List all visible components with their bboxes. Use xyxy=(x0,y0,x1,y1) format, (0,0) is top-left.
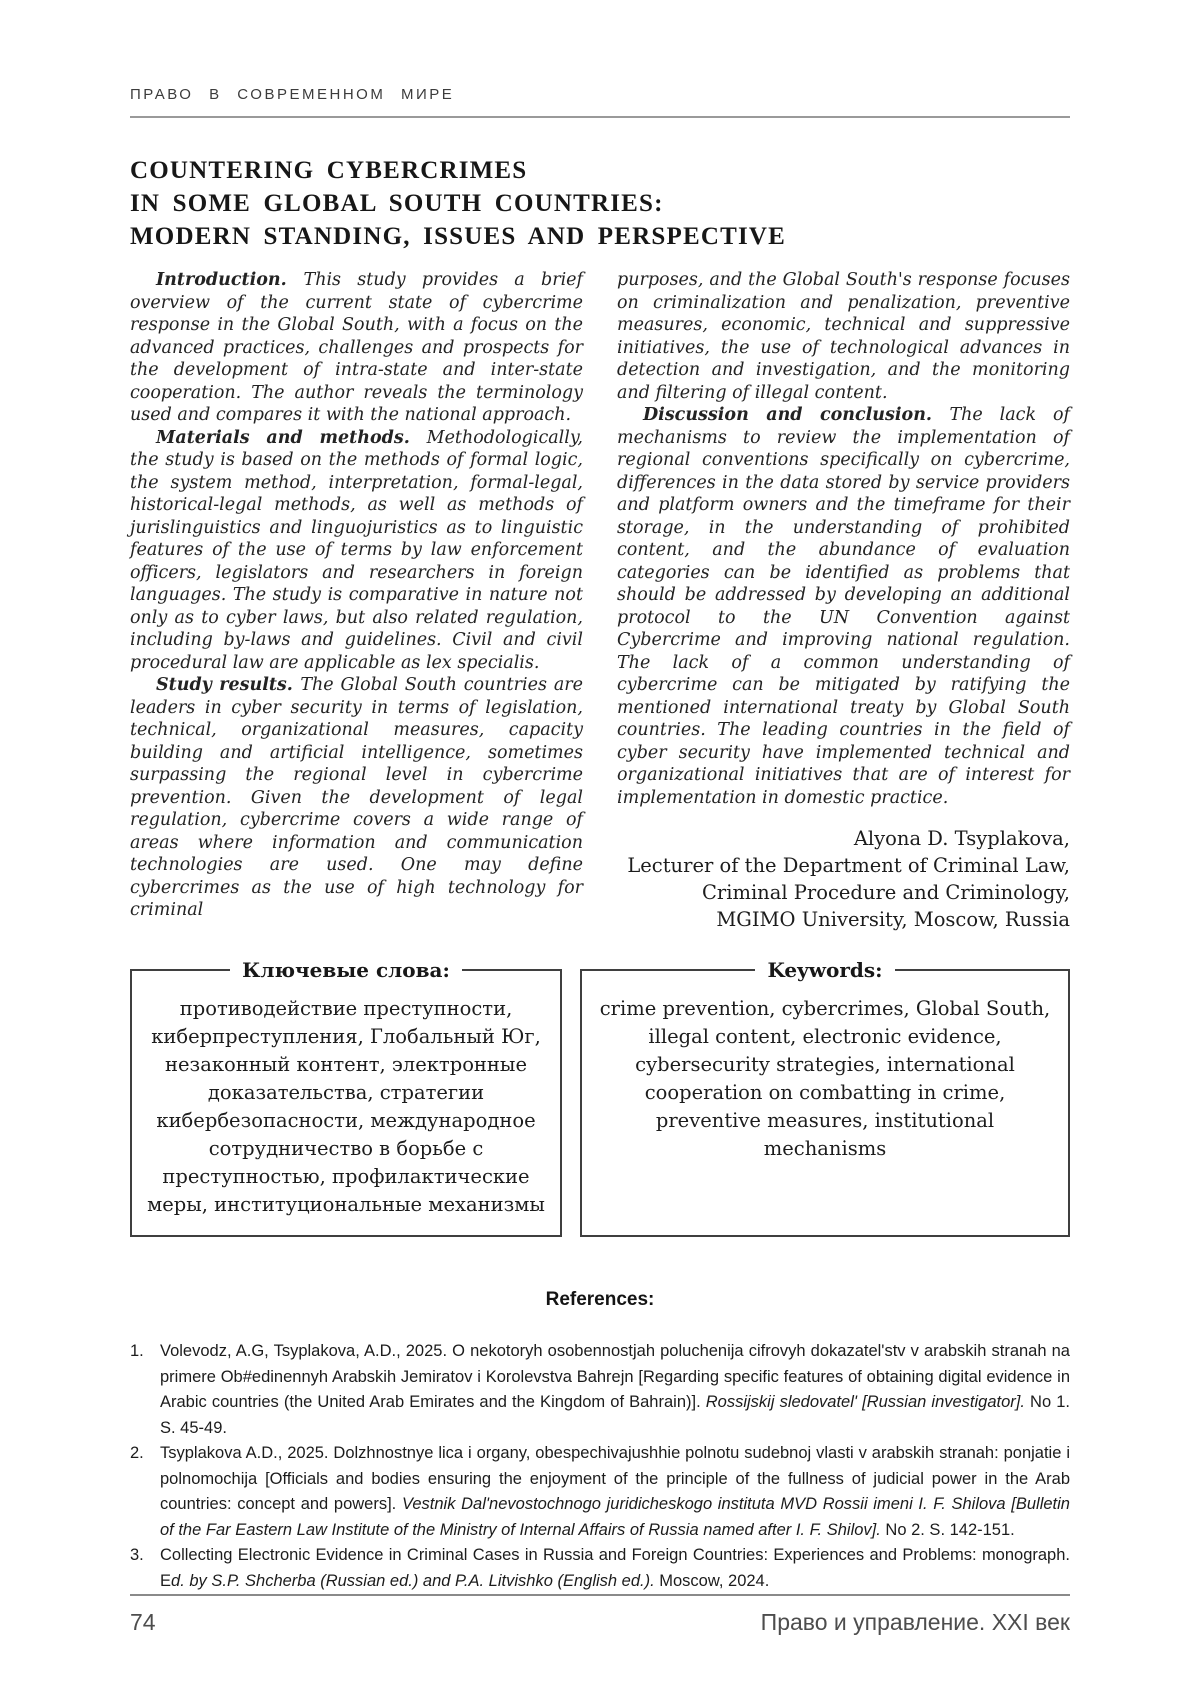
keywords-title-en: Keywords: xyxy=(755,956,894,984)
paragraph-study-results-continued xyxy=(617,269,1070,404)
keywords-row xyxy=(130,958,1070,1237)
page-footer xyxy=(130,1594,1070,1636)
keywords-legend-ru xyxy=(132,956,560,985)
paragraph-text: The lack of mechanisms to review the implementation of regional conventions specifically on cybercrime, differences in the data stored by service providers and platform owners and the timeframe for their storage, in the understanding of prohibited content, and the abundance of evaluation categories can be identified as problems that should be addressed by developing an additional protocol to the UN Convention against Cybercrime and improving national regulation. The lack of a common understanding of cybercrime can be mitigated by ratifying the mentioned international treaty by Global South countries. The leading countries in the field of cyber security have implemented technical and organizational initiatives that are of interest for implementation in domestic practice. xyxy=(617,405,1070,808)
abstract-right-column xyxy=(617,269,1070,933)
reference-text-italic: Vestnik Dal'nevostochnogo juridicheskogo instituta MVD Rossii imeni I. F. Shilova [Bulletin of the Far Eastern Law Institute of the Ministry of Internal Affairs of Russia named after I. F. Shilov]. xyxy=(160,1495,1070,1539)
paragraph-text: purposes, and the Global South's response focuses on criminalization and penalization, preventive measures, economic, technical and suppressive initiatives, the use of technological advances in detection and investigation, and the monitoring and filtering of illegal content. xyxy=(617,270,1070,403)
author-affiliation: MGIMO University, Moscow, Russia xyxy=(716,908,1070,931)
paragraph-study-results xyxy=(130,674,583,922)
reference-text-roman: Collecting Electronic Evidence in Criminal Cases in Russia and Foreign Countries: Experiences and Problems: monograph. E xyxy=(160,1546,1070,1590)
keywords-title-ru: Ключевые слова: xyxy=(230,956,462,984)
paragraph-text: Methodologically, the study is based on the methods of formal logic, the system method, interpretation, formal-legal, historical-legal methods, as well as methods of jurislinguistics and linguojuristics as to linguistic features of the use of terms by law enforcement officers, legislators and researchers in foreign languages. The study is comparative in nature not only as to cyber laws, but also related regulation, including by-laws and guidelines. Civil and civil procedural law are applicable as lex specialis. xyxy=(130,427,583,673)
abstract-columns xyxy=(130,269,1070,933)
references-list xyxy=(130,1339,1070,1594)
author-department: Criminal Procedure and Criminology, xyxy=(701,881,1070,904)
page-number: 74 xyxy=(130,1609,156,1635)
author-block xyxy=(617,825,1070,933)
reference-number: 1. xyxy=(130,1342,144,1360)
paragraph-text: This study provides a brief overview of the current state of cybercrime response in the Global South, with a focus on the advanced practices, challenges and prospects for the development of intra-state and inter-state cooperation. The author reveals the terminology used and compares it with the national approach. xyxy=(130,270,583,425)
reference-item xyxy=(130,1339,1070,1441)
keywords-legend-en xyxy=(582,956,1068,985)
author-name: Alyona D. Tsyplakova, xyxy=(853,827,1070,850)
keywords-box-en xyxy=(580,958,1070,1237)
reference-text-italic: d. by S.P. Shcherba (Russian ed.) and P.A. Litvishko (English ed.). xyxy=(171,1571,655,1590)
paragraph-text: The Global South countries are leaders in cyber security in terms of legislation, technical, organizational measures, capacity building and artificial intelligence, sometimes surpassing the regional level in cybercrime prevention. Given the development of legal regulation, cybercrime covers a wide range of areas where information and communication technologies are used. One may define cybercrimes as the use of high technology for criminal xyxy=(130,675,583,920)
paragraph-heading: Introduction. xyxy=(156,270,304,290)
reference-text xyxy=(160,1339,1070,1441)
reference-number: 3. xyxy=(130,1546,144,1564)
article-title-line: COUNTERING CYBERCRIMES xyxy=(130,157,528,184)
abstract-left-column xyxy=(130,269,583,933)
reference-text-roman: Moscow, 2024. xyxy=(654,1571,770,1590)
reference-text-roman: Volevodz, A.G, Tsyplakova, A.D., 2025. O nekotoryh osobennostjah poluchenija cifrovyh dokazatel'stv v arabskih stranah na primere Ob#edinennyh Arabskih Jemiratov i Korolevstva Bahrejn [Regarding specific features of obtaining digital evidence in Arabic countries (the United Arab Emirates and the Kingdom of Bahrain)]. xyxy=(160,1342,1070,1411)
reference-item xyxy=(130,1441,1070,1543)
reference-number: 2. xyxy=(130,1444,144,1462)
reference-text-roman: No 1. S. 45-49. xyxy=(160,1393,1070,1437)
paragraph-introduction xyxy=(130,269,583,427)
paragraph-heading: Materials and methods. xyxy=(156,427,427,448)
article-title-line: IN SOME GLOBAL SOUTH COUNTRIES: xyxy=(130,190,664,217)
references-title: References: xyxy=(545,1289,655,1310)
reference-text-roman: No 2. S. 142-151. xyxy=(880,1520,1015,1539)
keywords-text-en: crime prevention, cybercrimes, Global South, illegal content, electronic evidence, cybersecurity strategies, international cooperation on combatting in crime, preventive measures, institutional mechanisms xyxy=(599,997,1051,1160)
author-position: Lecturer of the Department of Criminal Law, xyxy=(627,854,1070,877)
keywords-box-ru xyxy=(130,958,562,1237)
paragraph-heading: Study results. xyxy=(156,675,301,695)
reference-text xyxy=(160,1441,1070,1543)
paragraph-materials-methods xyxy=(130,427,583,675)
reference-item xyxy=(130,1543,1070,1594)
article-title-line: MODERN STANDING, ISSUES AND PERSPECTIVE xyxy=(130,223,787,250)
references-section xyxy=(130,1289,1070,1594)
paragraph-discussion-conclusion xyxy=(617,404,1070,809)
paragraph-heading: Discussion and conclusion. xyxy=(643,405,950,425)
journal-name: Право и управление. XXI век xyxy=(760,1609,1070,1635)
reference-text-italic: Rossijskij sledovatel' [Russian investigator]. xyxy=(705,1393,1025,1411)
article-title xyxy=(130,154,1070,253)
keywords-text-ru: противодействие преступности, киберпреступления, Глобальный Юг, незаконный контент, электронные доказательства, стратегии кибербезопасности, международное сотрудничество в борьбе с преступностью, профилактические меры, институциональные механизмы xyxy=(147,997,545,1216)
reference-text-roman: Tsyplakova A.D., 2025. Dolzhnostnye lica i organy, obespechivajushhie polnotu sudebnoj vlasti v arabskih stranah: ponjatie i polnomochija [Officials and bodies ensuring the enjoyment of the principle of the fullness of judicial power in the Arab countries: concept and powers]. xyxy=(160,1444,1070,1513)
running-head-section: ПРАВО В СОВРЕМЕННОМ МИРЕ xyxy=(130,86,1070,118)
reference-text xyxy=(160,1543,1070,1594)
